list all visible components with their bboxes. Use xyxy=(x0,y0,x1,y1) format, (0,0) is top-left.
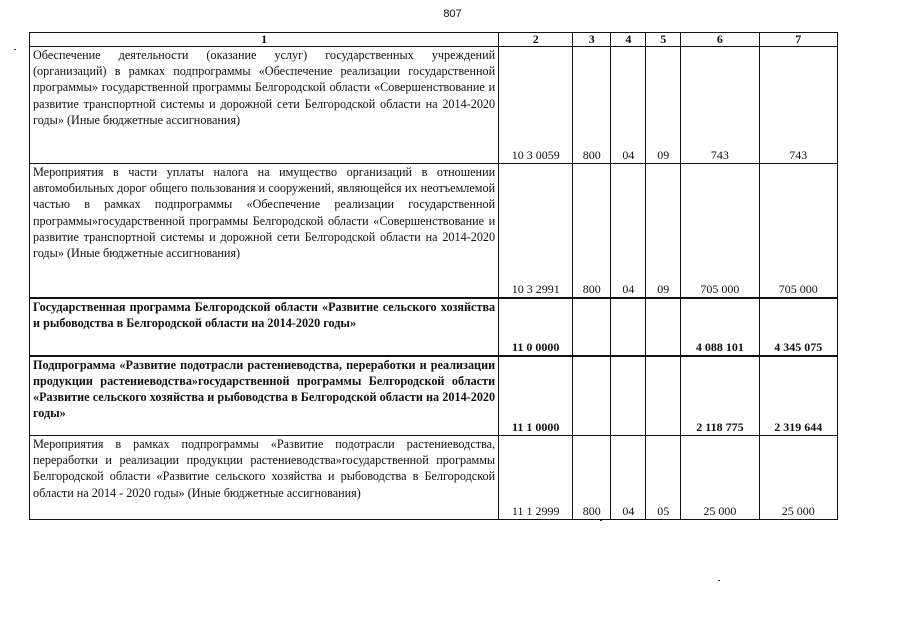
row-col-7: 705 000 xyxy=(759,164,837,298)
scan-speck xyxy=(718,580,720,581)
table-row xyxy=(30,164,838,298)
row-code: 10 3 0059 xyxy=(499,47,573,164)
row-col-7: 2 319 644 xyxy=(759,356,837,436)
row-col-7: 4 345 075 xyxy=(759,298,837,356)
row-col-6: 705 000 xyxy=(681,164,759,298)
row-col-3: 800 xyxy=(573,164,611,298)
header-col-2: 2 xyxy=(499,33,573,47)
header-col-3: 3 xyxy=(573,33,611,47)
row-code: 11 1 0000 xyxy=(499,356,573,436)
table-row xyxy=(30,356,838,436)
row-col-4 xyxy=(611,356,646,436)
row-col-6: 4 088 101 xyxy=(681,298,759,356)
table-header-row xyxy=(30,33,838,47)
row-description: Подпрограмма «Развитие подотрасли растениеводства, переработки и реализации продукции растениеводства»государственной программы Белгородской области «Развитие сельского хозяйства и рыбоводства в Белгородской области на 2014-2020 годы» xyxy=(30,356,499,436)
header-col-4: 4 xyxy=(611,33,646,47)
header-col-1: 1 xyxy=(30,33,499,47)
row-col-5: 09 xyxy=(646,47,681,164)
row-col-3 xyxy=(573,298,611,356)
table-row xyxy=(30,436,838,520)
row-col-6: 2 118 775 xyxy=(681,356,759,436)
row-col-4 xyxy=(611,298,646,356)
row-col-5 xyxy=(646,298,681,356)
scan-speck xyxy=(14,49,16,50)
row-col-3: 800 xyxy=(573,436,611,520)
row-col-3: 800 xyxy=(573,47,611,164)
budget-table xyxy=(29,32,838,520)
row-col-4: 04 xyxy=(611,436,646,520)
header-col-7: 7 xyxy=(759,33,837,47)
row-col-5 xyxy=(646,356,681,436)
row-col-5: 05 xyxy=(646,436,681,520)
row-col-6: 743 xyxy=(681,47,759,164)
page-number: 807 xyxy=(443,8,462,20)
row-col-4: 04 xyxy=(611,47,646,164)
row-col-5: 09 xyxy=(646,164,681,298)
row-description: Обеспечение деятельности (оказание услуг) государственных учреждений (организаций) в рамках подпрограммы «Обеспечение реализации государственной программы» государственной программы Белгородской области «Совершенствование и развитие транспортной системы и дорожной сети Белгородской области на 2014-2020 годы» (Иные бюджетные ассигнования) xyxy=(30,47,499,164)
header-col-6: 6 xyxy=(681,33,759,47)
row-col-7: 743 xyxy=(759,47,837,164)
row-description: Государственная программа Белгородской области «Развитие сельского хозяйства и рыбоводства в Белгородской области на 2014-2020 годы» xyxy=(30,298,499,356)
row-col-4: 04 xyxy=(611,164,646,298)
row-description: Мероприятия в части уплаты налога на имущество организаций в отношении автомобильных дорог общего пользования и сооружений, являющейся их неотъемлемой частью в рамках подпрограммы «Обеспечение реализации государственной программы»государственной программы Белгородской области «Совершенствование и развитие транспортной системы и дорожной сети Белгородской области на 2014-2020 годы» (Иные бюджетные ассигнования) xyxy=(30,164,499,298)
row-col-3 xyxy=(573,356,611,436)
row-code: 11 1 2999 xyxy=(499,436,573,520)
row-col-7: 25 000 xyxy=(759,436,837,520)
table-row xyxy=(30,298,838,356)
row-description: Мероприятия в рамках подпрограммы «Развитие подотрасли растениеводства, переработки и реализации продукции растениеводства»государственной программы Белгородской области «Развитие сельского хозяйства и рыбоводства в Белгородской области на 2014 - 2020 годы» (Иные бюджетные ассигнования) xyxy=(30,436,499,520)
row-col-6: 25 000 xyxy=(681,436,759,520)
header-col-5: 5 xyxy=(646,33,681,47)
row-code: 11 0 0000 xyxy=(499,298,573,356)
table-row xyxy=(30,47,838,164)
scan-speck xyxy=(600,520,602,521)
row-code: 10 3 2991 xyxy=(499,164,573,298)
